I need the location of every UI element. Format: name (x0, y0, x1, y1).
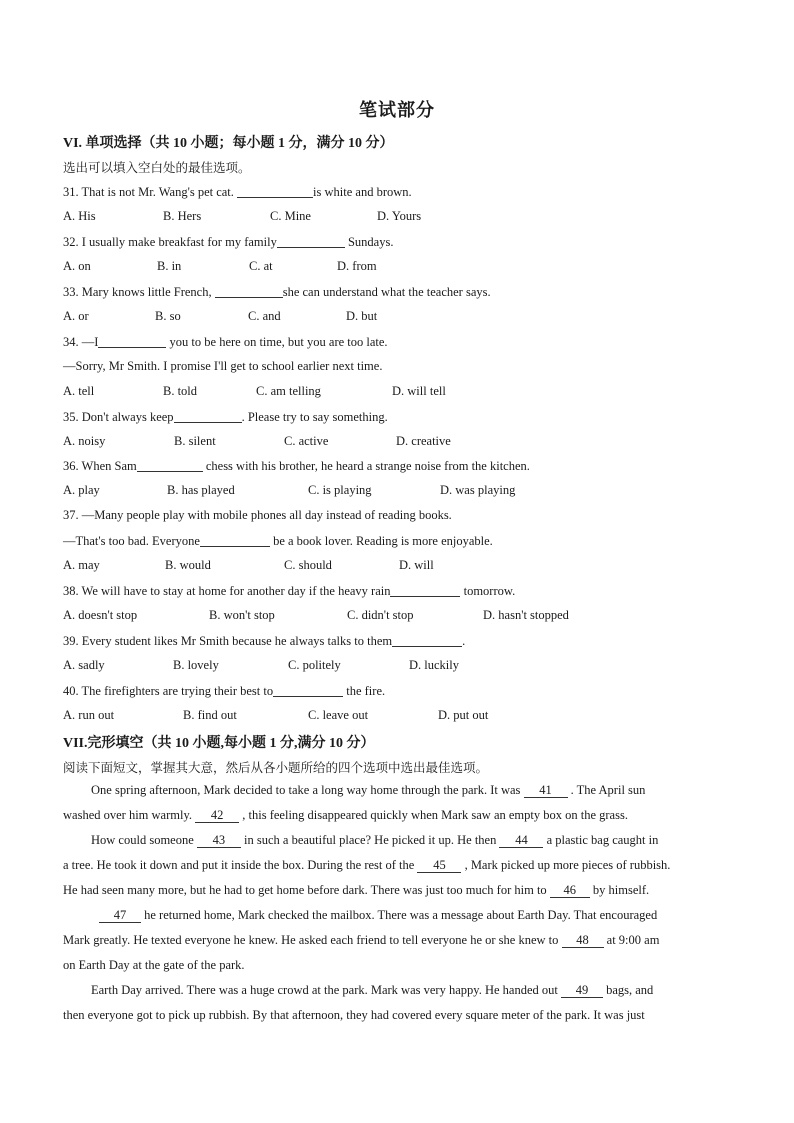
option-c: C. at (249, 259, 273, 273)
question-32 (63, 234, 393, 250)
answer-blank (200, 533, 270, 547)
question-stem: . Please try to say something. (241, 410, 388, 424)
option-d: D. will (399, 558, 434, 572)
option-d: D. but (346, 309, 378, 323)
section-6-heading: VI. 单项选择（共 10 小题；每小题 1 分，满分 10 分） (63, 136, 394, 151)
option-c: C. should (284, 558, 332, 572)
option-d: D. from (337, 259, 377, 273)
option-c: C. am telling (256, 384, 321, 398)
passage-text: at 9:00 am (603, 933, 660, 947)
option-a: A. play (63, 483, 100, 497)
passage-text: by himself. (589, 883, 650, 897)
passage-text: in such a beautiful place? He picked it up. He then (240, 833, 500, 847)
passage-line (63, 933, 730, 948)
option-b: B. in (157, 259, 182, 273)
question-39 (63, 633, 465, 649)
passage-line (63, 833, 730, 848)
option-b: B. so (155, 309, 181, 323)
cloze-blank-42: 42 (195, 809, 239, 823)
cloze-blank-48: 48 (562, 934, 604, 948)
passage-text: , Mark picked up more pieces of rubbish. (461, 858, 671, 872)
question-stem: you to be here on time, but you are too late. (166, 335, 388, 349)
answer-blank (390, 583, 460, 597)
question-stem: 31. That is not Mr. Wang's pet cat. (63, 185, 238, 199)
passage-line (63, 783, 730, 798)
option-d: D. creative (396, 434, 451, 448)
cloze-blank-46: 46 (550, 884, 590, 898)
option-a: A. doesn't stop (63, 608, 138, 622)
section-6-instruction: 选出可以填入空白处的最佳选项。 (63, 161, 251, 175)
option-c: C. politely (288, 658, 341, 672)
passage-text: , this feeling disappeared quickly when Mark saw an empty box on the grass. (239, 808, 628, 822)
option-d: D. will tell (392, 384, 446, 398)
passage-text: bags, and (602, 983, 654, 997)
question-stem: 32. I usually make breakfast for my family (63, 235, 277, 249)
answer-blank (392, 633, 462, 647)
option-b: B. won't stop (209, 608, 275, 622)
passage-line (63, 908, 730, 923)
cloze-blank-47: 47 (99, 909, 141, 923)
answer-blank (215, 284, 283, 298)
option-c: C. and (248, 309, 281, 323)
cloze-blank-41: 41 (524, 784, 568, 798)
option-a: A. may (63, 558, 100, 572)
question-stem: is white and brown. (313, 185, 412, 199)
passage-text: washed over him warmly. (63, 808, 196, 822)
question-37: 37. —Many people play with mobile phones all day instead of reading books. (63, 508, 452, 522)
option-a: A. sadly (63, 658, 105, 672)
answer-blank (137, 458, 203, 472)
passage-text: How could someone (91, 833, 197, 847)
question-stem: the fire. (343, 684, 386, 698)
option-a: A. or (63, 309, 89, 323)
question-stem: Sundays. (344, 235, 394, 249)
option-d: D. put out (438, 708, 489, 722)
option-c: C. active (284, 434, 329, 448)
question-stem: . (462, 634, 466, 648)
question-stem: 34. —I (63, 335, 99, 349)
question-stem: 39. Every student likes Mr Smith because he always talks to them (63, 634, 393, 648)
question-stem: be a book lover. Reading is more enjoyable. (269, 534, 493, 548)
passage-line (63, 808, 730, 823)
cloze-blank-45: 45 (417, 859, 461, 873)
question-stem: 33. Mary knows little French, (63, 285, 215, 299)
answer-blank (98, 334, 166, 348)
question-40 (63, 683, 385, 699)
option-b: B. would (165, 558, 211, 572)
option-d: D. luckily (409, 658, 459, 672)
option-d: D. hasn't stopped (483, 608, 569, 622)
cloze-blank-49: 49 (561, 984, 603, 998)
cloze-blank-43: 43 (197, 834, 241, 848)
section-7-heading: VII.完形填空（共 10 小题,每小题 1 分,满分 10 分） (63, 736, 375, 751)
option-a: A. His (63, 209, 96, 223)
passage-line: on Earth Day at the gate of the park. (63, 958, 245, 972)
passage-text: One spring afternoon, Mark decided to take a long way home through the park. It was (91, 783, 524, 797)
option-b: B. has played (167, 483, 235, 497)
question-stem: 36. When Sam (63, 459, 137, 473)
page-title: 笔试部分 (359, 100, 435, 120)
question-stem: 38. We will have to stay at home for another day if the heavy rain (63, 584, 391, 598)
answer-blank (277, 234, 345, 248)
passage-text: Mark greatly. He texted everyone he knew. He asked each friend to tell everyone he or she knew to (63, 933, 562, 947)
passage-line (63, 983, 730, 998)
question-34 (63, 334, 388, 350)
option-c: C. Mine (270, 209, 311, 223)
passage-text: . The April sun (567, 783, 646, 797)
answer-blank (237, 184, 313, 198)
passage-text: Earth Day arrived. There was a huge crowd at the park. Mark was very happy. He handed out (91, 983, 561, 997)
section-7-instruction: 阅读下面短文，掌握其大意，然后从各小题所给的四个选项中选出最佳选项。 (63, 761, 489, 775)
question-38 (63, 583, 515, 599)
question-37-reply (63, 533, 493, 549)
option-a: A. tell (63, 384, 95, 398)
option-b: B. Hers (163, 209, 202, 223)
question-stem: chess with his brother, he heard a strange noise from the kitchen. (202, 459, 530, 473)
question-stem: 40. The firefighters are trying their best to (63, 684, 274, 698)
option-c: C. leave out (308, 708, 369, 722)
option-c: C. didn't stop (347, 608, 414, 622)
passage-text: a plastic bag caught in (543, 833, 659, 847)
option-a: A. noisy (63, 434, 106, 448)
question-33 (63, 284, 491, 300)
option-b: B. find out (183, 708, 237, 722)
passage-text: a tree. He took it down and put it inside the box. During the rest of the (63, 858, 418, 872)
option-d: D. Yours (377, 209, 422, 223)
option-b: B. silent (174, 434, 216, 448)
cloze-blank-44: 44 (499, 834, 543, 848)
question-stem: tomorrow. (460, 584, 516, 598)
option-b: B. told (163, 384, 198, 398)
question-stem: —That's too bad. Everyone (63, 534, 200, 548)
option-b: B. lovely (173, 658, 219, 672)
passage-line: then everyone got to pick up rubbish. By that afternoon, they had covered every square meter of the park. It was just (63, 1008, 645, 1022)
question-36 (63, 458, 530, 474)
option-c: C. is playing (308, 483, 372, 497)
question-31 (63, 184, 412, 200)
question-stem: 35. Don't always keep (63, 410, 174, 424)
answer-blank (273, 683, 343, 697)
option-d: D. was playing (440, 483, 516, 497)
passage-text: He had seen many more, but he had to get home before dark. There was just too much for him to (63, 883, 550, 897)
question-34-reply: —Sorry, Mr Smith. I promise I'll get to school earlier next time. (63, 359, 383, 373)
question-35 (63, 409, 388, 425)
passage-line (63, 883, 730, 898)
passage-text: he returned home, Mark checked the mailbox. There was a message about Earth Day. That encouraged (141, 908, 658, 922)
option-a: A. on (63, 259, 91, 273)
passage-line (63, 858, 730, 873)
answer-blank (174, 409, 242, 423)
question-stem: she can understand what the teacher says. (282, 285, 491, 299)
option-a: A. run out (63, 708, 115, 722)
